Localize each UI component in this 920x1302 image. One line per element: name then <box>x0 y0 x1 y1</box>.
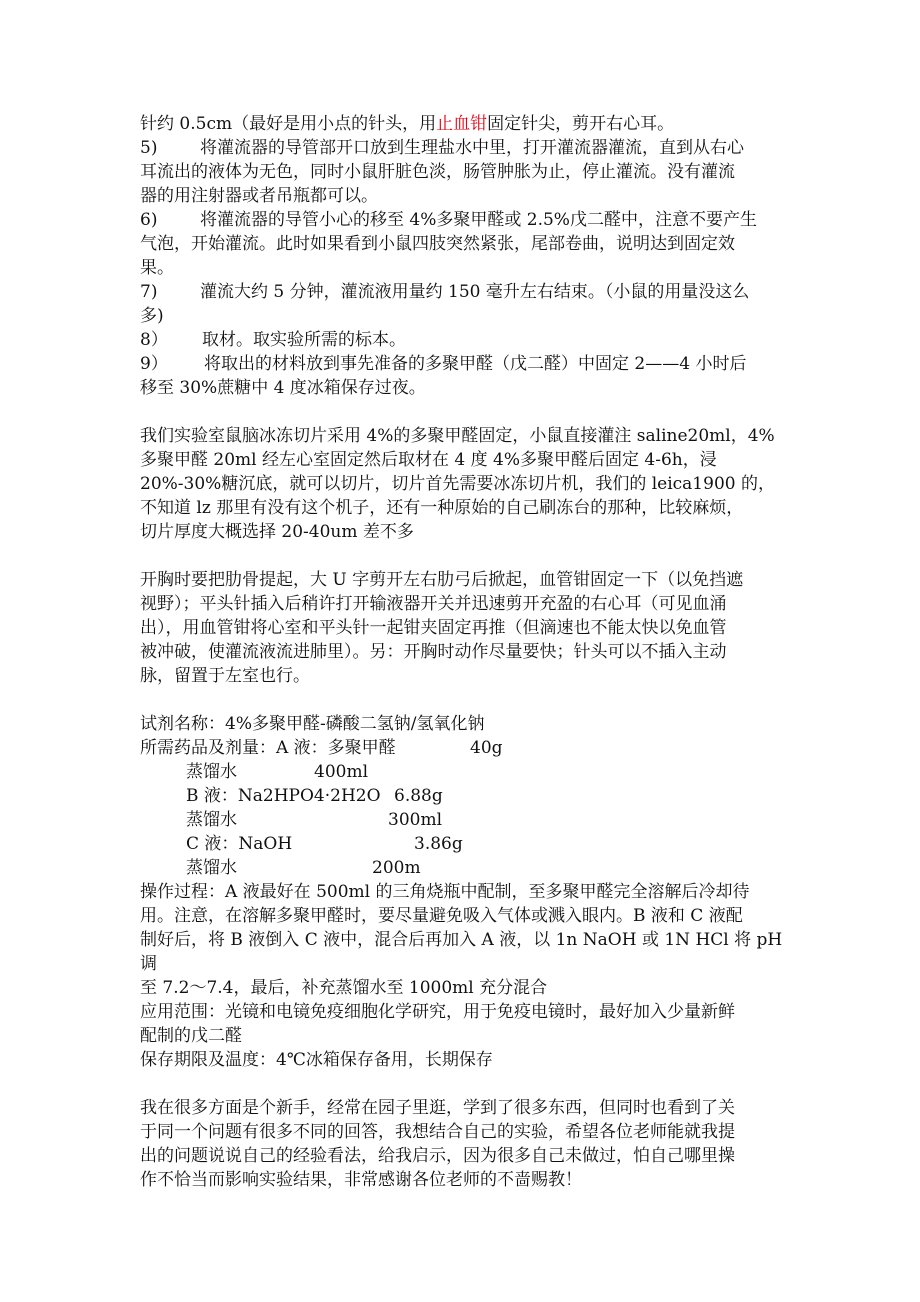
reagent-row-a <box>140 736 790 760</box>
reagent-row-b <box>140 784 790 808</box>
application-line: 配制的戊二醛 <box>140 1026 242 1046</box>
step-number: 7) <box>140 282 158 302</box>
step-8 <box>140 328 790 352</box>
reagent-label: 蒸馏水 <box>186 810 237 830</box>
paragraph-line: 被冲破，使灌流液流进肺里）。另：开胸时动作尽量要快；针头可以不插入主动 <box>140 642 727 662</box>
reagent-row-water1 <box>140 760 790 784</box>
procedure-line: 制好后，将 B 液倒入 C 液中，混合后再加入 A 液，以 1n NaOH 或 1N HCl 将 pH 调 <box>140 930 788 974</box>
reagent-amount: 300ml <box>388 810 443 830</box>
step-7-line: 多) <box>140 306 164 326</box>
reagent-amount: 6.88g <box>394 786 443 806</box>
step-number: 9） <box>140 354 168 374</box>
text-span: 将灌流器的导管部开口放到生理盐水中里，打开灌流器灌流，直到从右心 <box>200 138 744 158</box>
reagent-amount: 3.86g <box>414 834 463 854</box>
step-5-line: 耳流出的液体为无色，同时小鼠肝脏色淡，肠管肿胀为止，停止灌流。没有灌流 <box>140 162 735 182</box>
step-5-line: 器的用注射器或者吊瓶都可以。 <box>140 186 378 206</box>
step-9 <box>140 352 790 376</box>
paragraph-line: 视野）；平头针插入后稍许打开输液器开关并迅速剪开充盈的右心耳（可见血涌 <box>140 594 727 614</box>
step-6-line: 气泡，开始灌流。此时如果看到小鼠四肢突然紧张，尾部卷曲，说明达到固定效 <box>140 234 735 254</box>
step-number: 5) <box>140 138 158 158</box>
reagent-amount: 400ml <box>314 762 369 782</box>
paragraph-line: 开胸时要把肋骨提起，大 U 字剪开左右肋弓后掀起，血管钳固定一下（以免挡遮 <box>140 570 744 590</box>
spacer <box>140 688 790 712</box>
paragraph-line: 出），用血管钳将心室和平头针一起钳夹固定再推（但滴速也不能太快以免血管 <box>140 618 727 638</box>
paragraph-line: 脉，留置于左室也行。 <box>140 666 310 686</box>
text-span: 针约 0.5cm（最好是用小点的针头，用 <box>140 114 437 134</box>
step-5 <box>140 136 790 160</box>
procedure-line: 至 7.2～7.4，最后，补充蒸馏水至 1000ml 充分混合 <box>140 978 548 998</box>
spacer <box>140 1072 790 1096</box>
reagent-label: 蒸馏水 <box>186 762 237 782</box>
step-9-line: 移至 30%蔗糖中 4 度冰箱保存过夜。 <box>140 378 426 398</box>
reagent-label: 所需药品及剂量：A 液：多聚甲醛 <box>140 738 396 758</box>
step-number: 8） <box>140 330 168 350</box>
text-span: 将灌流器的导管小心的移至 4%多聚甲醛或 2.5%戊二醛中，注意不要产生 <box>200 210 757 230</box>
reagent-amount: 40g <box>470 738 503 758</box>
closing-line: 于同一个问题有很多不同的回答，我想结合自己的实验，希望各位老师能就我提 <box>140 1122 735 1142</box>
step-6 <box>140 208 790 232</box>
procedure-line: 用。注意，在溶解多聚甲醛时，要尽量避免吸入气体或溅入眼内。B 液和 C 液配 <box>140 906 743 926</box>
reagent-label: C 液：NaOH <box>186 834 293 854</box>
text-span: 灌流大约 5 分钟，灌流液用量约 150 毫升左右结束。（小鼠的用量没这么 <box>200 282 750 302</box>
document-body <box>140 112 790 1192</box>
paragraph-line: 切片厚度大概选择 20-40um 差不多 <box>140 522 414 542</box>
step-number: 6) <box>140 210 158 230</box>
paragraph-line: 20%-30%糖沉底，就可以切片，切片首先需要冰冻切片机，我们的 leica1900 的， <box>140 474 775 494</box>
paragraph-line: 不知道 lz 那里有没有这个机子，还有一种原始的自己刷冻台的那种，比较麻烦， <box>140 498 744 518</box>
reagent-row-water3 <box>140 856 790 880</box>
step-7 <box>140 280 790 304</box>
closing-line: 我在很多方面是个新手，经常在园子里逛，学到了很多东西，但同时也看到了关 <box>140 1098 735 1118</box>
step-4-continuation <box>140 112 790 136</box>
procedure-line: 操作过程：A 液最好在 500ml 的三角烧瓶中配制，至多聚甲醛完全溶解后冷却待 <box>140 882 750 902</box>
text-span: 取材。取实验所需的标本。 <box>202 330 406 350</box>
closing-line: 出的问题说说自己的经验看法，给我启示，因为很多自己未做过，怕自己哪里操 <box>140 1146 735 1166</box>
text-span: 固定针尖，剪开右心耳。 <box>487 114 675 134</box>
spacer <box>140 400 790 424</box>
closing-line: 作不恰当而影响实验结果，非常感谢各位老师的不啬赐教！ <box>140 1170 582 1190</box>
paragraph-line: 我们实验室鼠脑冰冻切片采用 4%的多聚甲醛固定，小鼠直接灌注 saline20ml，4% <box>140 426 775 446</box>
reagent-amount: 200m <box>372 858 421 878</box>
reagent-name: 试剂名称：4%多聚甲醛-磷酸二氢钠/氢氧化钠 <box>140 714 485 734</box>
reagent-row-water2 <box>140 808 790 832</box>
paragraph-line: 多聚甲醛 20ml 经左心室固定然后取材在 4 度 4%多聚甲醛后固定 4-6h，浸 <box>140 450 717 470</box>
reagent-label: 蒸馏水 <box>186 858 237 878</box>
reagent-label: B 液：Na2HPO4·2H2O <box>186 786 381 806</box>
application-line: 应用范围：光镜和电镜免疫细胞化学研究，用于免疫电镜时，最好加入少量新鲜 <box>140 1002 735 1022</box>
spacer <box>140 544 790 568</box>
reagent-row-c <box>140 832 790 856</box>
storage-line: 保存期限及温度：4℃冰箱保存备用，长期保存 <box>140 1050 493 1070</box>
text-span: 将取出的材料放到事先准备的多聚甲醛（戊二醛）中固定 2——4 小时后 <box>204 354 747 374</box>
highlighted-term: 止血钳 <box>436 114 488 134</box>
step-6-line: 果。 <box>140 258 174 278</box>
